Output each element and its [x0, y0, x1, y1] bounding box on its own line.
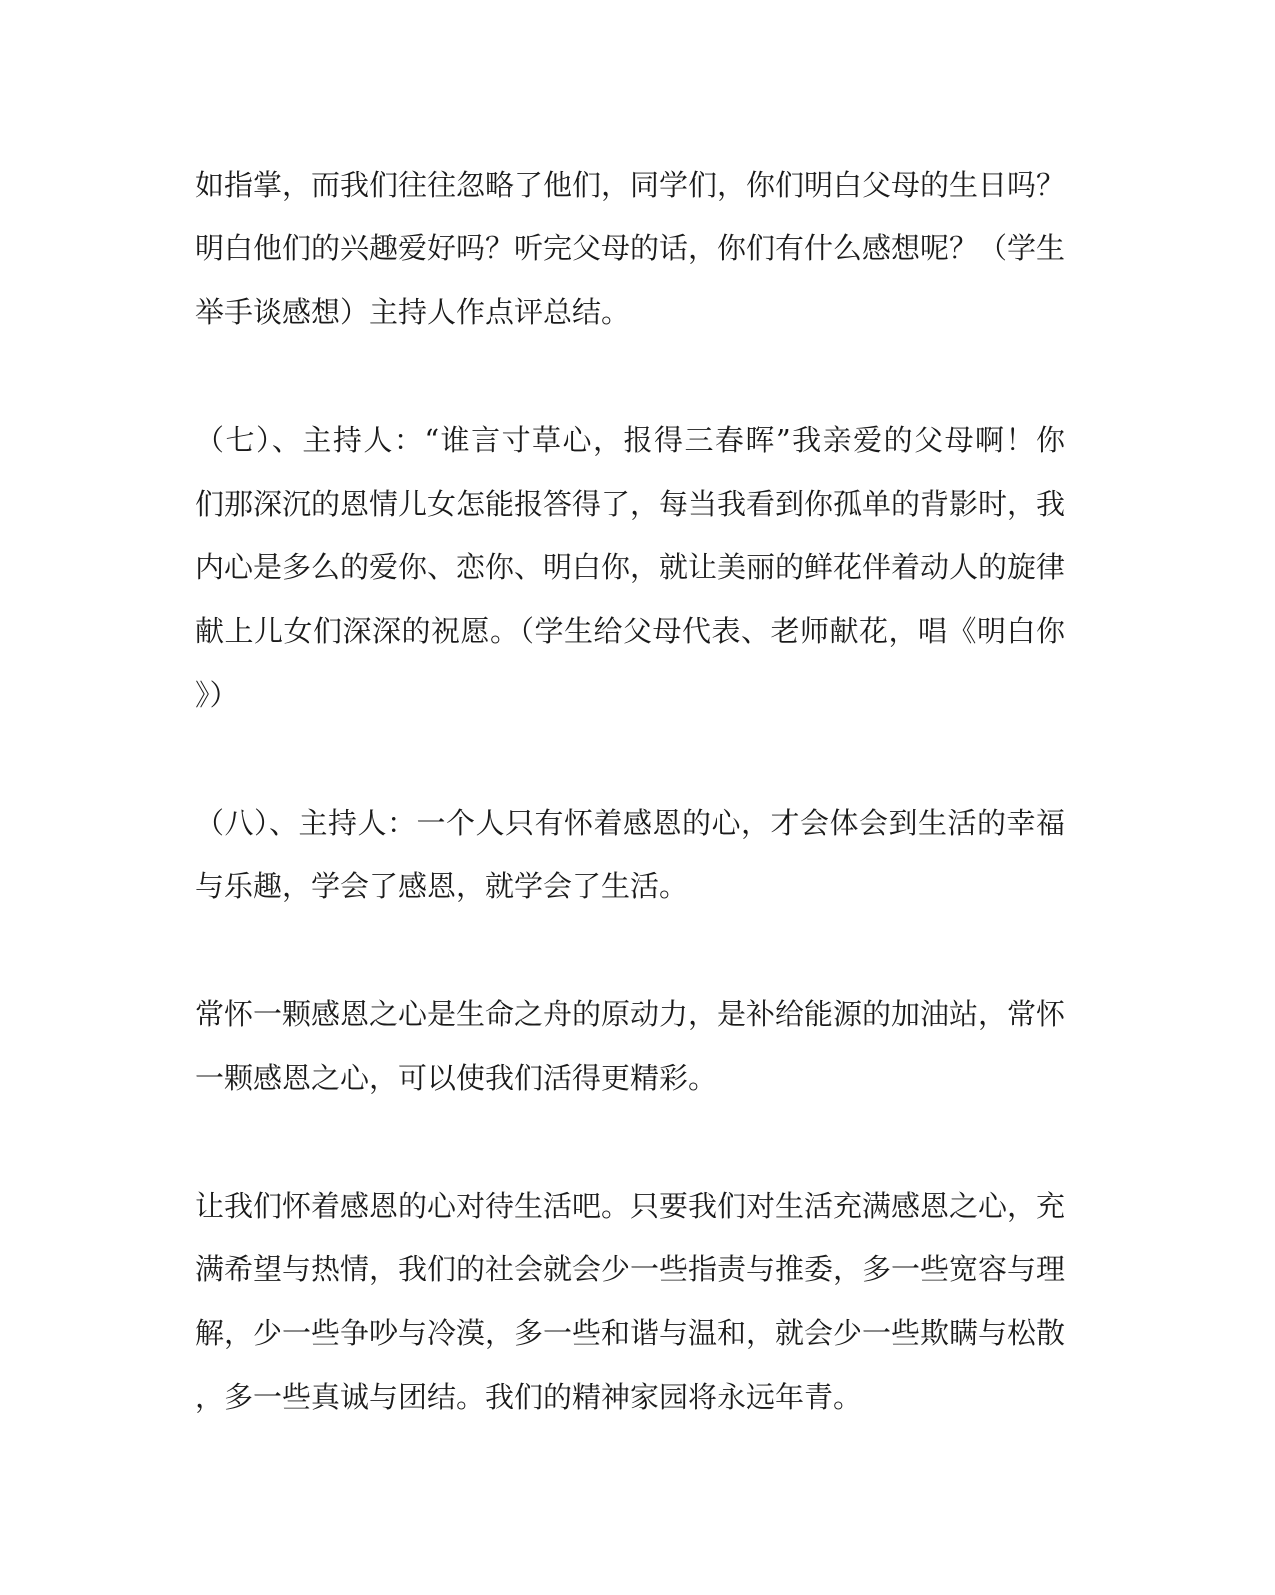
paragraph-3-line-2: 与乐趣，学会了感恩，就学会了生活。	[195, 869, 689, 903]
paragraph-2-line-1: （七）、主持人：“谁言寸草心，报得三春晖”我亲爱的父母啊！你	[195, 423, 1065, 457]
paragraph-3-line-1: （八）、主持人：一个人只有怀着感恩的心，才会体会到生活的幸福	[195, 806, 1065, 840]
paragraph-5-line-4: ，多一些真诚与团结。我们的精神家园将永远年青。	[195, 1380, 863, 1414]
paragraph-1-line-1: 如指掌，而我们往往忽略了他们，同学们，你们明白父母的生日吗？	[195, 168, 1066, 202]
paragraph-1-line-3: 举手谈感想）主持人作点评总结。	[195, 295, 631, 329]
paragraph-5-line-3: 解，少一些争吵与冷漠，多一些和谐与温和，就会少一些欺瞒与松散	[195, 1316, 1066, 1350]
paragraph-2-line-2: 们那深沉的恩情儿女怎能报答得了，每当我看到你孤单的背影时，我	[195, 487, 1066, 521]
paragraph-2-line-3: 内心是多么的爱你、恋你、明白你，就让美丽的鲜花伴着动人的旋律	[195, 550, 1066, 584]
paragraph-5-line-2: 满希望与热情，我们的社会就会少一些指责与推委，多一些宽容与理	[195, 1252, 1066, 1286]
paragraph-2-line-4: 献上儿女们深深的祝愿。（学生给父母代表、老师献花，唱《明白你	[195, 614, 1065, 648]
paragraph-1-line-2: 明白他们的兴趣爱好吗？听完父母的话，你们有什么感想呢？（学生	[195, 231, 1066, 265]
paragraph-2-line-5: 》）	[195, 678, 239, 712]
paragraph-5-line-1: 让我们怀着感恩的心对待生活吧。只要我们对生活充满感恩之心，充	[195, 1189, 1066, 1223]
paragraph-4-line-2: 一颗感恩之心，可以使我们活得更精彩。	[195, 1061, 718, 1095]
paragraph-4-line-1: 常怀一颗感恩之心是生命之舟的原动力，是补给能源的加油站，常怀	[195, 997, 1066, 1031]
